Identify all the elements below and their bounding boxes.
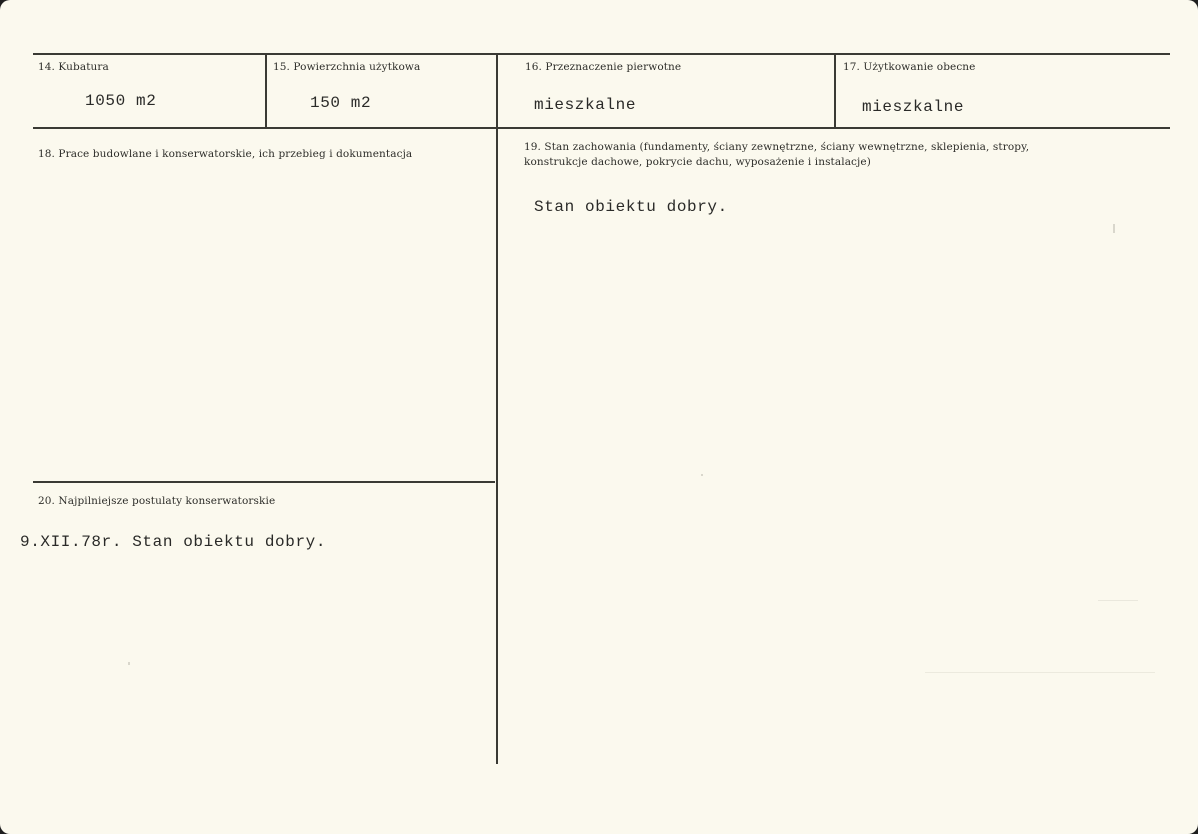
field-20-label: 20. Najpilniejsze postulaty konserwatorskie <box>38 495 276 507</box>
paper-speck <box>1098 600 1138 601</box>
field-18-label: 18. Prace budowlane i konserwatorskie, ich przebieg i dokumentacja <box>38 148 413 160</box>
field-14-value: 1050 m2 <box>85 92 157 110</box>
row1-bottom-rule <box>33 127 1170 129</box>
field-19-label-line2: konstrukcje dachowe, pokrycie dachu, wyposażenie i instalacje) <box>524 156 871 168</box>
field-15-label: 15. Powierzchnia użytkowa <box>273 61 421 73</box>
divider-main <box>496 54 498 764</box>
field-19-value: Stan obiektu dobry. <box>534 198 728 216</box>
field-19-label-line1: 19. Stan zachowania (fundamenty, ściany zewnętrzne, ściany wewnętrzne, sklepienia, stropy, <box>524 141 1030 153</box>
field-16-label: 16. Przeznaczenie pierwotne <box>525 61 682 73</box>
top-rule <box>33 53 1170 55</box>
paper-speck <box>1113 224 1115 233</box>
field-17-label: 17. Użytkowanie obecne <box>843 61 976 73</box>
field-16-value: mieszkalne <box>534 96 637 114</box>
field-20-value: 9.XII.78r. Stan obiektu dobry. <box>20 533 327 551</box>
field-15-value: 150 m2 <box>310 94 372 112</box>
divider-14-15 <box>265 54 267 127</box>
field18-bottom-rule <box>33 481 495 483</box>
field-17-value: mieszkalne <box>862 98 965 116</box>
paper-speck <box>128 662 130 665</box>
paper-speck <box>925 672 1155 673</box>
divider-16-17 <box>834 54 836 127</box>
field-14-label: 14. Kubatura <box>38 61 109 73</box>
paper-speck <box>701 474 703 476</box>
